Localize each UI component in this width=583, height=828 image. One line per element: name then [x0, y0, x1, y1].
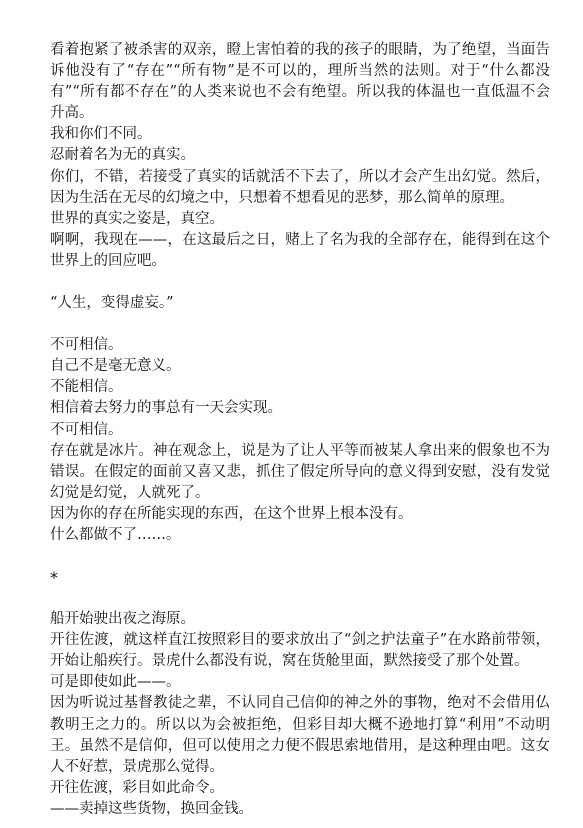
paragraph: 我和你们不同。 — [50, 126, 152, 143]
paragraph: 存在就是冰片。神在观念上，说是为了让人平等而被某人拿出来的假象也不为错误。在假定的面前又喜又悲，抓住了假定所导向的意义得到安慰，没有发觉幻觉是幻觉，人就死了。 — [50, 442, 550, 501]
paragraph: 世界的真实之姿是，真空。 — [50, 210, 224, 227]
paragraph: 什么都做不了……。 — [50, 526, 181, 543]
paragraph: 不可相信。 — [50, 337, 123, 354]
paragraph: 忍耐着名为无的真实。 — [50, 147, 195, 164]
paragraph: 开往佐渡，就这样直江按照彩目的要求放出了“剑之护法童子”在水路前带领，开始让船疾行。景虎什么都没有说，窝在货舱里面，默然接受了那个处置。 — [50, 632, 550, 670]
paragraph: 你们，不错，若接受了真实的话就活不下去了，所以才会产生出幻觉。然后，因为生活在无尽的幻境之中，只想着不想看见的恶梦，那么简单的原理。 — [50, 168, 550, 206]
paragraph: 可是即使如此——。 — [50, 674, 181, 691]
paragraph: ——卖掉这些货物，换回金钱。 — [50, 800, 253, 817]
blank-line — [50, 272, 550, 293]
quote-line: “人生，变得虚妄。” — [50, 295, 174, 312]
paragraph: 开往佐渡，彩目如此命令。 — [50, 779, 224, 796]
paragraph: 啊啊，我现在——，在这最后之日，赌上了名为我的全部存在，能得到在这个世界上的回应吧。 — [50, 231, 550, 269]
blank-line — [50, 588, 550, 609]
section-separator: * — [50, 568, 58, 588]
paragraph: 不能相信。 — [50, 379, 123, 396]
paragraph: 因为你的存在所能实现的东西，在这个世界上根本没有。 — [50, 505, 413, 522]
paragraph: 不可相信。 — [50, 421, 123, 438]
paragraph: 因为听说过基督教徒之辈，不认同自己信仰的神之外的事物，绝对不会借用仏教明王之力的。所以以为会被拒绝，但彩目却大概不逊地打算“利用”不动明王。虽然不是信仰，但可以使用之力便不假思索地借用，是这种理由吧。这女人不好惹，景虎那么觉得。 — [50, 695, 550, 775]
blank-line — [50, 546, 550, 567]
paragraph: 相信着去努力的事总有一天会实现。 — [50, 400, 282, 417]
document-page — [50, 40, 550, 820]
paragraph: 船开始驶出夜之海原。 — [50, 611, 195, 628]
paragraph: 自己不是毫无意义。 — [50, 358, 181, 375]
paragraph: 看着抱紧了被杀害的双亲，瞪上害怕着的我的孩子的眼睛，为了绝望，当面告诉他没有了“存在”“所有物”是不可以的，理所当然的法则。对于“什么都没有”“所有都不存在”的人类来说也不会有绝望。所以我的体温也一直低温不会升高。 — [50, 42, 550, 122]
blank-line — [50, 314, 550, 335]
